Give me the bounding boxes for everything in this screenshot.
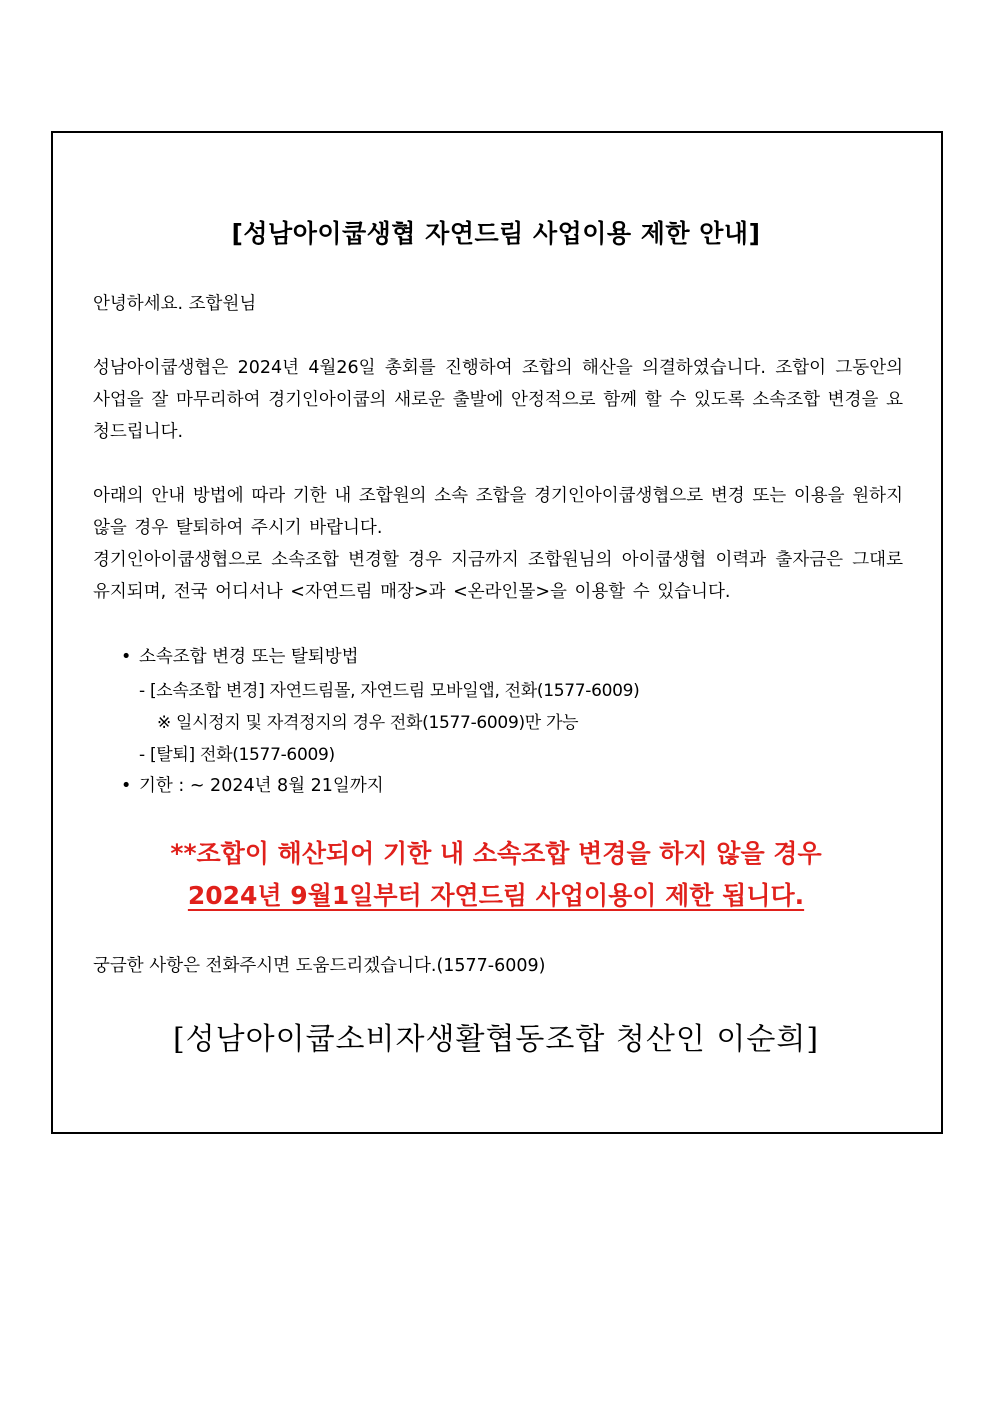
deadline-label: 기한 : ~ 2024년 8월 21일까지 <box>139 776 384 796</box>
notice-title: [성남아이쿱생협 자연드림 사업이용 제한 안내] <box>231 219 761 248</box>
signature: [성남아이쿱소비자생활협동조합 청산인 이순희] <box>172 1022 820 1057</box>
suspension-note-line: ※ 일시정지 및 자격정지의 경우 전화(1577-6009)만 가능 <box>157 713 579 733</box>
greeting: 안녕하세요. 조합원님 <box>93 294 257 314</box>
paragraph-benefits: 경기인아이쿱생협으로 소속조합 변경할 경우 지금까지 조합원님의 아이쿱생협 이력과 출자금은 그대로 유지되며, 전국 어디서나 <자연드림 매장>과 <온라인몰>을 이용할 수 있습니다. <box>93 550 903 602</box>
method-label: 소속조합 변경 또는 탈퇴방법 <box>139 647 359 667</box>
warning-line-2-text: 2024년 9월1일부터 자연드림 사업이용이 제한 됩니다. <box>187 881 805 910</box>
change-method-line: - [소속조합 변경] 자연드림몰, 자연드림 모바일앱, 전화(1577-6009) <box>139 681 640 701</box>
method-bullet <box>121 643 359 668</box>
contact-line: 궁금한 사항은 전화주시면 도움드리겠습니다.(1577-6009) <box>93 956 546 976</box>
bullet-dot-icon: • <box>121 776 132 796</box>
paragraph-dissolution: 성남아이쿱생협은 2024년 4월26일 총회를 진행하여 조합의 해산을 의결하였습니다. 조합이 그동안의 사업을 잘 마무리하여 경기인아이쿱의 새로운 출발에 안정적으로 함께 할 수 있도록 소속조합 변경을 요청드립니다. <box>93 358 903 442</box>
deadline-bullet <box>121 772 384 797</box>
bullet-dot-icon: • <box>121 647 132 667</box>
warning-line-1: **조합이 해산되어 기한 내 소속조합 변경을 하지 않을 경우 <box>170 839 822 868</box>
paragraph-instructions: 아래의 안내 방법에 따라 기한 내 조합원의 소속 조합을 경기인아이쿱생협으로 변경 또는 이용을 원하지 않을 경우 탈퇴하여 주시기 바랍니다. <box>93 486 903 538</box>
withdraw-method-line: - [탈퇴] 전화(1577-6009) <box>139 745 335 765</box>
notice-frame <box>51 131 943 1134</box>
warning-line-2 <box>0 876 992 912</box>
